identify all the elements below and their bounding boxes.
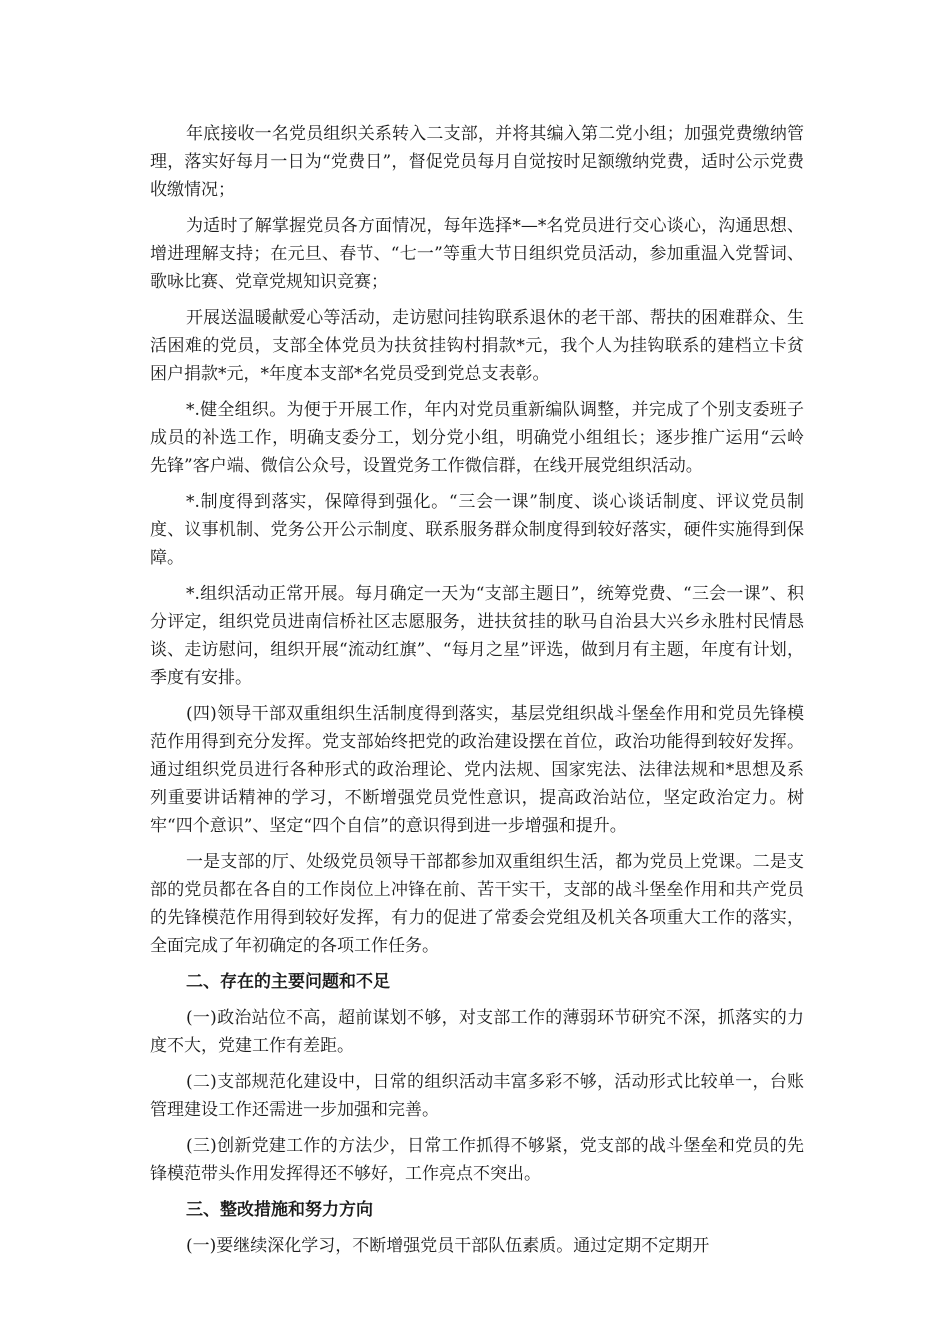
paragraph-8: 一是支部的厅、处级党员领导干部都参加双重组织生活，都为党员上党课。二是支部的党员都在各自的工作岗位上冲锋在前、苦干实干，支部的战斗堡垒作用和共产党员的先锋模范作用得到较好发挥，有力的促进了常委会党组及机关各项重大工作的落实，全面完成了年初确定的各项工作任务。 <box>150 852 804 956</box>
paragraph-3: 开展送温暖献爱心等活动，走访慰问挂钩联系退休的老干部、帮扶的困难群众、生活困难的党员，支部全体党员为扶贫挂钩村捐款*元，我个人为挂钩联系的建档立卡贫困户捐款*元，*年度本支部*名党员受到党总支表彰。 <box>150 308 804 384</box>
paragraph-6: *.组织活动正常开展。每月确定一天为“支部主题日”，统筹党费、“三会一课”、积分评定，组织党员进南信桥社区志愿服务，进扶贫挂的耿马自治县大兴乡永胜村民情恳谈、走访慰问，组织开展“流动红旗”、“每月之星”评选，做到月有主题，年度有计划，季度有安排。 <box>150 584 804 688</box>
paragraph-2: 为适时了解掌握党员各方面情况，每年选择*—*名党员进行交心谈心，沟通思想、增进理解支持；在元旦、春节、“七一”等重大节日组织党员活动，参加重温入党誓词、歌咏比赛、党章党规知识竞赛； <box>150 216 804 292</box>
section-heading-3: 三、整改措施和努力方向 <box>186 1200 373 1220</box>
paragraph-11: (三)创新党建工作的方法少，日常工作抓得不够紧，党支部的战斗堡垒和党员的先锋模范带头作用发挥得还不够好，工作亮点不突出。 <box>150 1136 804 1184</box>
paragraph-12: (一)要继续深化学习，不断增强党员干部队伍素质。通过定期不定期开 <box>186 1236 710 1256</box>
paragraph-4: *.健全组织。为便于开展工作，年内对党员重新编队调整，并完成了个别支委班子成员的补选工作，明确支委分工，划分党小组，明确党小组组长；逐步推广运用“云岭先锋”客户端、微信公众号，设置党务工作微信群，在线开展党组织活动。 <box>150 400 804 476</box>
section-heading-2: 二、存在的主要问题和不足 <box>186 972 390 992</box>
document-page <box>150 120 804 1268</box>
paragraph-9: (一)政治站位不高，超前谋划不够，对支部工作的薄弱环节研究不深，抓落实的力度不大，党建工作有差距。 <box>150 1008 804 1056</box>
paragraph-7: (四)领导干部双重组织生活制度得到落实，基层党组织战斗堡垒作用和党员先锋模范作用得到充分发挥。党支部始终把党的政治建设摆在首位，政治功能得到较好发挥。通过组织党员进行各种形式的政治理论、党内法规、国家宪法、法律法规和*思想及系列重要讲话精神的学习，不断增强党员党性意识，提高政治站位，坚定政治定力。树牢“四个意识”、坚定“四个自信”的意识得到进一步增强和提升。 <box>150 704 804 836</box>
paragraph-10: (二)支部规范化建设中，日常的组织活动丰富多彩不够，活动形式比较单一，台账管理建设工作还需进一步加强和完善。 <box>150 1072 804 1120</box>
paragraph-5: *.制度得到落实，保障得到强化。“三会一课”制度、谈心谈话制度、评议党员制度、议事机制、党务公开公示制度、联系服务群众制度得到较好落实，硬件实施得到保障。 <box>150 492 804 568</box>
paragraph-1: 年底接收一名党员组织关系转入二支部，并将其编入第二党小组；加强党费缴纳管理，落实好每月一日为“党费日”，督促党员每月自觉按时足额缴纳党费，适时公示党费收缴情况； <box>150 124 804 200</box>
